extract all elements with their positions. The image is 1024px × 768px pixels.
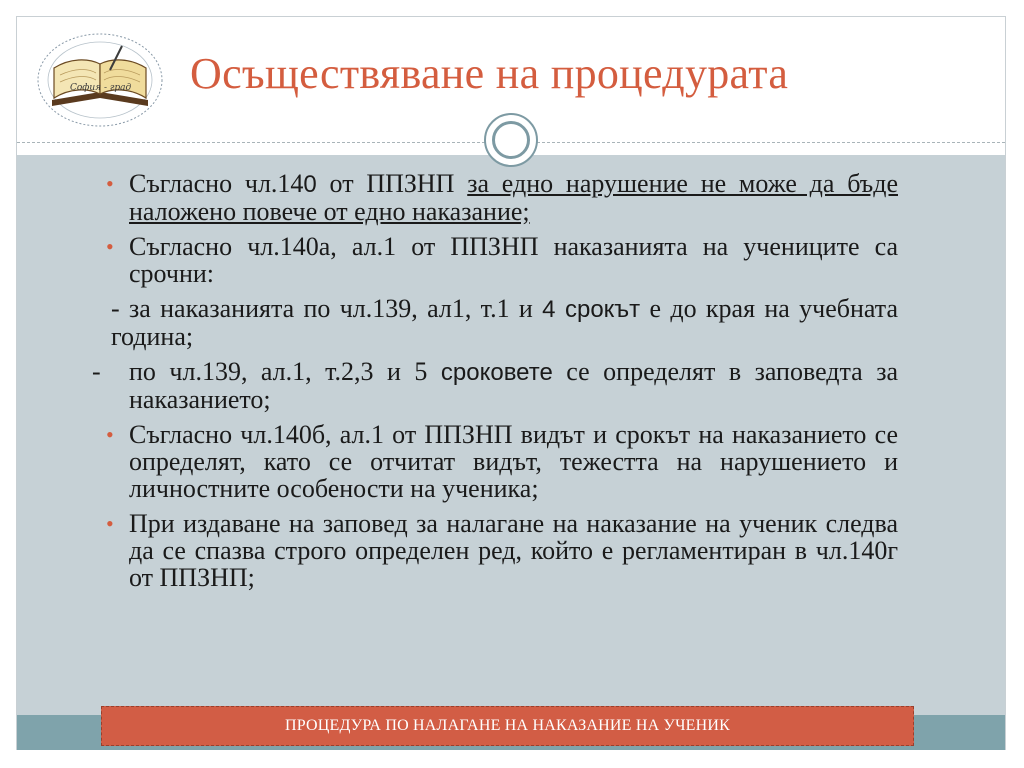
item-text: сроковете: [440, 359, 553, 386]
slide-title: Осъществяване на процедурата: [190, 49, 789, 98]
list-item: [104, 510, 898, 591]
dash-mark: -: [92, 357, 101, 386]
item-text: Съгласно чл.140а, ал.1 от ППЗНП наказанията на учениците са срочни:: [129, 232, 898, 288]
bullet-list: [92, 169, 899, 599]
dash-item: [86, 295, 898, 350]
ring-ornament-icon: [484, 113, 538, 167]
bullet-icon: •: [106, 511, 114, 536]
item-text: Съгласно чл.140б, ал.1 от ППЗНП видът и срокът на наказанието се определят, като се отчитат видът, тежестта на нарушението и личностните особености на ученика;: [129, 420, 898, 503]
item-text: Съгласно чл.14: [129, 169, 304, 198]
bullet-icon: •: [106, 171, 114, 196]
list-item: [104, 421, 898, 502]
item-text: При издаване на заповед за налагане на наказание на ученик следва да се спазва строго определен ред, който е регламентиран в чл.140г от ППЗНП;: [129, 509, 898, 592]
item-text: 4 срокът: [542, 296, 641, 323]
item-text: - за наказанията по чл.139, ал1, т.1 и: [111, 294, 543, 323]
item-underlined-text: за едно нарушение не може да бъде наложено повече от едно наказание;: [129, 169, 898, 226]
item-text: 0: [303, 171, 317, 198]
item-text: се определят в заповедта за наказанието;: [129, 357, 899, 414]
list-item: [104, 170, 898, 225]
dash-item: [86, 358, 898, 413]
svg-text:София - град: София - град: [70, 83, 132, 93]
list-item: [104, 233, 898, 287]
item-text: от ППЗНП: [316, 169, 468, 198]
bullet-icon: •: [106, 234, 114, 259]
bullet-icon: •: [106, 422, 114, 447]
item-text: по чл.139, ал.1, т.2,3 и 5: [129, 357, 441, 386]
book-logo-icon: [30, 30, 170, 130]
footer-banner: ПРОЦЕДУРА ПО НАЛАГАНЕ НА НАКАЗАНИЕ НА УЧЕНИК: [101, 706, 914, 746]
item-text: е до края на учебната година;: [111, 294, 898, 351]
